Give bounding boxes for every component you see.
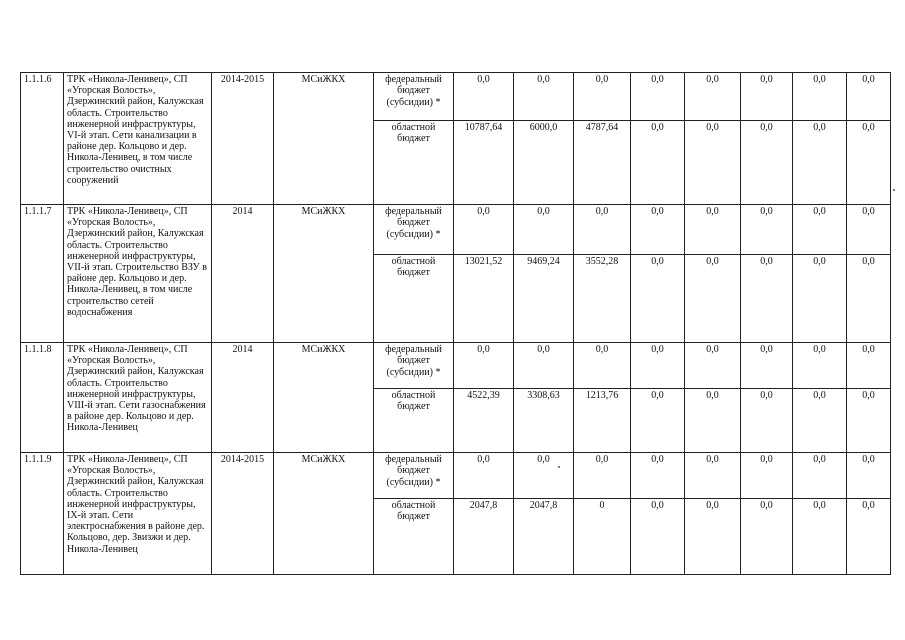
funding-source-federal-cell: федеральный бюджет (субсидии) * — [374, 343, 454, 389]
federal-value-cell: 0,0 — [847, 205, 891, 255]
federal-value-cell: 0,0 — [847, 453, 891, 499]
table-body — [21, 73, 891, 575]
federal-value-cell: 0,0 — [454, 205, 514, 255]
federal-value-cell: 0,0 — [574, 73, 631, 121]
federal-value-cell: 0,0 — [631, 205, 685, 255]
regional-value-cell: 1213,76 — [574, 389, 631, 453]
funding-source-federal-cell: федеральный бюджет (субсидии) * — [374, 205, 454, 255]
regional-value-cell: 3552,28 — [574, 255, 631, 343]
federal-value-cell: 0,0 — [454, 453, 514, 499]
regional-value-cell: 4522,39 — [454, 389, 514, 453]
item-years-cell: 2014-2015 — [212, 73, 274, 205]
regional-value-cell: 0,0 — [685, 389, 741, 453]
item-code-cell: 1.1.1.8 — [21, 343, 64, 453]
regional-value-cell: 0,0 — [631, 499, 685, 575]
regional-value-cell: 0,0 — [741, 499, 793, 575]
regional-value-cell: 9469,24 — [514, 255, 574, 343]
regional-value-cell: 0,0 — [631, 255, 685, 343]
federal-value-cell: 0,0 — [514, 343, 574, 389]
federal-value-cell: 0,0 — [454, 343, 514, 389]
table-row — [21, 453, 891, 499]
regional-value-cell: 2047,8 — [454, 499, 514, 575]
federal-value-cell: 0,0 — [685, 205, 741, 255]
item-code-cell: 1.1.1.6 — [21, 73, 64, 205]
federal-value-cell: 0,0 — [741, 73, 793, 121]
federal-value-cell: 0,0 — [631, 73, 685, 121]
regional-value-cell: 0,0 — [685, 121, 741, 205]
table-row — [21, 343, 891, 389]
federal-value-cell: 0,0 — [741, 205, 793, 255]
scan-speck — [893, 189, 895, 191]
regional-value-cell: 0,0 — [847, 499, 891, 575]
federal-value-cell: 0,0 — [847, 73, 891, 121]
regional-value-cell: 4787,64 — [574, 121, 631, 205]
item-title-cell: ТРК «Никола-Ленивец», СП «Угорская Волость», Дзержинский район, Калужская область. Строительство инженерной инфраструктуры, VIII-й этап. Сети газоснабжения в районе дер. Кольцово и дер. Никола-Ленивец — [64, 343, 212, 453]
regional-value-cell: 6000,0 — [514, 121, 574, 205]
item-title-cell: ТРК «Никола-Ленивец», СП «Угорская Волость», Дзержинский район, Калужская область. Строительство инженерной инфраструктуры, VII-й этап. Строительство ВЗУ в районе дер. Кольцово и дер. Никола-Ленивец, в том числе строительство сетей водоснабжения — [64, 205, 212, 343]
regional-value-cell: 0,0 — [793, 389, 847, 453]
federal-value-cell: 0,0 — [741, 343, 793, 389]
table-row — [21, 73, 891, 121]
item-code-cell: 1.1.1.7 — [21, 205, 64, 343]
funding-source-regional-cell: областной бюджет — [374, 255, 454, 343]
federal-value-cell: 0,0 — [685, 343, 741, 389]
federal-value-cell: 0,0 — [685, 453, 741, 499]
item-years-cell: 2014 — [212, 205, 274, 343]
funding-source-regional-cell: областной бюджет — [374, 121, 454, 205]
regional-value-cell: 3308,63 — [514, 389, 574, 453]
table-row — [21, 205, 891, 255]
item-executor-cell: МСиЖКХ — [274, 205, 374, 343]
budget-document-page — [20, 72, 880, 584]
federal-value-cell: 0,0 — [631, 343, 685, 389]
federal-value-cell: 0,0 — [514, 205, 574, 255]
funding-source-regional-cell: областной бюджет — [374, 499, 454, 575]
item-years-cell: 2014-2015 — [212, 453, 274, 575]
funding-source-regional-cell: областной бюджет — [374, 389, 454, 453]
item-title-cell: ТРК «Никола-Ленивец», СП «Угорская Волость», Дзержинский район, Калужская область. Строительство инженерной инфраструктуры, VI-й этап. Сети канализации в районе дер. Кольцово и дер. Никола-Ленивец, в том числе строительство очистных сооружений — [64, 73, 212, 205]
scan-speck — [558, 466, 560, 468]
federal-value-cell: 0,0 — [574, 343, 631, 389]
regional-value-cell: 10787,64 — [454, 121, 514, 205]
funding-source-federal-cell: федеральный бюджет (субсидии) * — [374, 73, 454, 121]
item-executor-cell: МСиЖКХ — [274, 453, 374, 575]
item-code-cell: 1.1.1.9 — [21, 453, 64, 575]
federal-value-cell: 0,0 — [574, 205, 631, 255]
item-executor-cell: МСиЖКХ — [274, 343, 374, 453]
regional-value-cell: 0,0 — [847, 121, 891, 205]
item-executor-cell: МСиЖКХ — [274, 73, 374, 205]
federal-value-cell: 0,0 — [793, 343, 847, 389]
federal-value-cell: 0,0 — [793, 205, 847, 255]
regional-value-cell: 0,0 — [847, 389, 891, 453]
item-years-cell: 2014 — [212, 343, 274, 453]
federal-value-cell: 0,0 — [741, 453, 793, 499]
funding-source-federal-cell: федеральный бюджет (субсидии) * — [374, 453, 454, 499]
regional-value-cell: 0 — [574, 499, 631, 575]
regional-value-cell: 0,0 — [685, 499, 741, 575]
regional-value-cell: 2047,8 — [514, 499, 574, 575]
federal-value-cell: 0,0 — [514, 453, 574, 499]
federal-value-cell: 0,0 — [793, 73, 847, 121]
federal-value-cell: 0,0 — [574, 453, 631, 499]
regional-value-cell: 0,0 — [793, 499, 847, 575]
regional-value-cell: 0,0 — [741, 121, 793, 205]
item-title-cell: ТРК «Никола-Ленивец», СП «Угорская Волость», Дзержинский район, Калужская область. Строительство инженерной инфраструктуры, IX-й этап. Сети электроснабжения в районе дер. Кольцово, дер. Звизжи и дер. Никола-Ленивец — [64, 453, 212, 575]
federal-value-cell: 0,0 — [847, 343, 891, 389]
regional-value-cell: 0,0 — [685, 255, 741, 343]
federal-value-cell: 0,0 — [631, 453, 685, 499]
federal-value-cell: 0,0 — [514, 73, 574, 121]
regional-value-cell: 0,0 — [741, 255, 793, 343]
regional-value-cell: 0,0 — [631, 121, 685, 205]
regional-value-cell: 13021,52 — [454, 255, 514, 343]
federal-value-cell: 0,0 — [793, 453, 847, 499]
federal-value-cell: 0,0 — [685, 73, 741, 121]
regional-value-cell: 0,0 — [741, 389, 793, 453]
regional-value-cell: 0,0 — [793, 121, 847, 205]
budget-table — [20, 72, 891, 575]
regional-value-cell: 0,0 — [847, 255, 891, 343]
regional-value-cell: 0,0 — [631, 389, 685, 453]
regional-value-cell: 0,0 — [793, 255, 847, 343]
federal-value-cell: 0,0 — [454, 73, 514, 121]
